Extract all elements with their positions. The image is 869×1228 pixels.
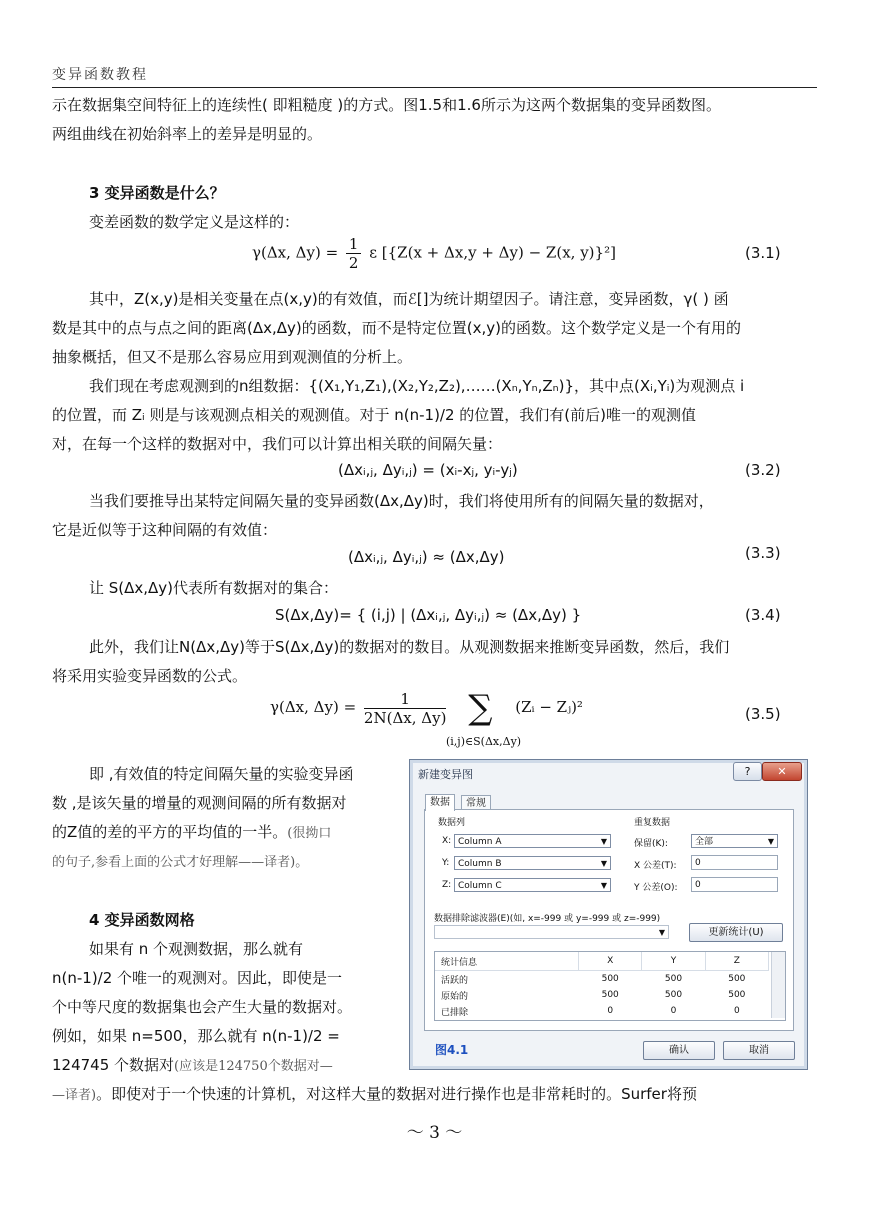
table-row <box>435 1003 769 1019</box>
keep-value: 全部 <box>695 837 714 847</box>
grid-line-2: n(n-1)/2 个唯一的观测对。因此，即使是一 <box>52 969 343 987</box>
stats-header-info: 统计信息 <box>435 952 579 971</box>
eq31-fraction <box>346 235 362 272</box>
chevron-down-icon: ▼ <box>767 837 774 846</box>
translator-note-2a: (应该是124750个数据对— <box>174 1059 333 1074</box>
page-number: ～ 3 ～ <box>406 1123 463 1143</box>
tab-data[interactable]: 数据 <box>425 794 455 811</box>
definition-intro: 变差函数的数学定义是这样的： <box>89 213 300 231</box>
statistics-table <box>434 951 786 1021</box>
experimental-line-3-text: 的Z值的差的平方的平均值的一半。 <box>52 823 288 841</box>
stats-cell: 500 <box>601 990 619 1000</box>
equation-3-2: (Δxᵢ,ⱼ, Δyᵢ,ⱼ) = (xᵢ-xⱼ, yᵢ-yⱼ) <box>338 461 518 479</box>
chevron-down-icon: ▼ <box>600 859 607 868</box>
infer-line-1: 当我们要推导出某特定间隔矢量的变异函数(Δx,Δy)时，我们将使用所有的间隔矢量的数据对， <box>89 492 714 510</box>
translator-note-2b: —译者) <box>52 1088 97 1103</box>
equation-3-1 <box>252 235 616 272</box>
y-column-value: Column B <box>458 859 502 869</box>
equation-number-3-3: (3.3) <box>745 544 781 562</box>
x-tolerance-label: X 公差(T): <box>634 861 677 871</box>
observation-line-3: 对，在每一个这样的数据对中，我们可以计算出相关联的间隔矢量： <box>52 435 503 453</box>
experimental-line-1: 即 ,有效值的特定间隔矢量的实验变异函 <box>89 765 354 783</box>
count-line-1: 此外，我们让N(Δx,Δy)等于S(Δx,Δy)的数据对的数目。从观测数据来推断变异函数，然后，我们 <box>89 638 730 656</box>
eq35-sum-subscript: (i,j)∈S(Δx,Δy) <box>446 735 522 748</box>
intro-line-1: 示在数据集空间特征上的连续性( 即粗糙度 )的方式。图1.5和1.6所示为这两个数据集的变异函数图。 <box>52 96 721 114</box>
cancel-button[interactable]: 取消 <box>723 1041 795 1060</box>
equation-number-3-1: (3.1) <box>745 244 781 262</box>
y-tolerance-input[interactable]: 0 <box>691 877 778 892</box>
section-4-heading: 4 变异函数网格 <box>89 911 195 929</box>
keep-select[interactable] <box>691 834 778 848</box>
eq35-denominator: 2N(Δx, Δy) <box>363 708 447 727</box>
eq35-numerator: 1 <box>364 690 447 709</box>
stats-cell: 500 <box>728 990 746 1000</box>
stats-cell: 500 <box>728 974 746 984</box>
stats-cell: 500 <box>664 990 683 1000</box>
stats-cell: 0 <box>733 1006 740 1016</box>
infer-line-2: 它是近似等于这种间隔的有效值： <box>52 521 278 539</box>
stats-cell: 活跃的 <box>441 975 469 986</box>
grid-line-5 <box>52 1054 333 1075</box>
x-column-label: X: <box>442 836 452 846</box>
grid-line-6-text: 。即使对于一个快速的计算机，对这样大量的数据对进行操作也是非常耗时的。Surfer将预 <box>96 1085 697 1103</box>
running-title: 变异函数教程 <box>52 67 148 83</box>
help-button[interactable]: ? <box>733 762 762 781</box>
grid-line-3: 个中等尺度的数据集也会产生大量的数据对。 <box>52 998 353 1016</box>
translator-note-1a: (很拗口 <box>287 826 332 841</box>
table-scrollbar[interactable] <box>771 952 785 1018</box>
x-column-value: Column A <box>458 837 502 847</box>
chevron-down-icon: ▼ <box>658 928 665 937</box>
exclusion-filter-input[interactable] <box>434 925 669 939</box>
section-3-heading: 3 变异函数是什么？ <box>89 184 225 202</box>
stats-cell: 0 <box>670 1006 677 1016</box>
figure-caption: 图4.1 <box>435 1043 469 1057</box>
chevron-down-icon: ▼ <box>600 837 607 846</box>
where-line-2: 数是其中的点与点之间的距离(Δx,Δy)的函数，而不是特定位置(x,y)的函数。这个数学定义是一个有用的 <box>52 319 741 337</box>
intro-line-2: 两组曲线在初始斜率上的差异是明显的。 <box>52 125 323 143</box>
eq35-lhs: γ(Δx, Δy) = <box>270 698 357 716</box>
z-column-label: Z: <box>442 880 452 890</box>
equation-number-3-2: (3.2) <box>745 461 781 479</box>
close-button[interactable]: ✕ <box>762 762 802 781</box>
stats-cell: 500 <box>601 974 619 984</box>
z-column-value: Column C <box>458 881 502 891</box>
eq31-rhs: ε [{Z(x + Δx,y + Δy) − Z(x, y)}²] <box>369 243 616 262</box>
grid-line-4: 例如，如果 n=500，那么就有 n(n-1)/2 = <box>52 1027 340 1045</box>
data-columns-label: 数据列 <box>438 818 466 828</box>
eq31-lhs: γ(Δx, Δy) = <box>252 243 339 262</box>
x-column-select[interactable] <box>454 834 611 848</box>
keep-label: 保留(K): <box>634 839 668 849</box>
chevron-down-icon: ▼ <box>600 881 607 890</box>
stats-header-z: Z <box>705 952 768 971</box>
y-column-label: Y: <box>442 858 450 868</box>
where-line-3: 抽象概括，但又不是那么容易应用到观测值的分析上。 <box>52 348 413 366</box>
equation-3-4: S(Δx,Δy)= { (i,j) | (Δxᵢ,ⱼ, Δyᵢ,ⱼ) ≈ (Δx,Δy) } <box>275 606 582 624</box>
stats-header-y: Y <box>642 952 705 971</box>
eq35-fraction <box>364 690 447 727</box>
grid-line-5-text: 124745 个数据对 <box>52 1056 175 1074</box>
eq35-summation: ∑ <box>468 688 493 728</box>
stats-header-x: X <box>579 952 642 971</box>
grid-line-6 <box>52 1083 697 1104</box>
let-line: 让 S(Δx,Δy)代表所有数据对的集合： <box>89 579 339 597</box>
z-column-select[interactable] <box>454 878 611 892</box>
y-tolerance-label: Y 公差(O): <box>634 883 678 893</box>
observation-line-2: 的位置，而 Zᵢ 则是与该观测点相关的观测值。对于 n(n-1)/2 的位置，我们有(前后)唯一的观测值 <box>52 406 697 424</box>
stats-cell: 0 <box>607 1006 614 1016</box>
new-variogram-dialog <box>409 759 808 1070</box>
update-statistics-button[interactable]: 更新统计(U) <box>689 923 783 942</box>
eq31-numerator: 1 <box>346 235 362 254</box>
equation-number-3-5: (3.5) <box>745 705 781 723</box>
exclusion-filter-label: 数据排除滤波器(E)(如, x=-999 或 y=-999 或 z=-999) <box>434 914 661 924</box>
x-tolerance-input[interactable]: 0 <box>691 855 778 870</box>
experimental-line-2: 数 ,是该矢量的增量的观测间隔的所有数据对 <box>52 794 347 812</box>
eq31-denominator: 2 <box>348 254 359 272</box>
stats-cell: 原始的 <box>441 991 469 1002</box>
equation-number-3-4: (3.4) <box>745 606 781 624</box>
duplicate-data-label: 重复数据 <box>634 818 671 828</box>
experimental-line-3 <box>52 821 331 842</box>
header-rule <box>52 87 817 88</box>
count-line-2: 将采用实验变异函数的公式。 <box>52 667 248 685</box>
equation-3-3: (Δxᵢ,ⱼ, Δyᵢ,ⱼ) ≈ (Δx,Δy) <box>348 548 505 566</box>
translator-note-1b: 的句子,参看上面的公式才好理解——译者)。 <box>52 855 309 870</box>
table-row <box>435 971 769 988</box>
ok-button[interactable]: 确认 <box>643 1041 715 1060</box>
tab-general[interactable]: 常规 <box>461 795 491 811</box>
stats-cell: 已排除 <box>441 1007 469 1018</box>
eq35-rhs: (Zᵢ − Zⱼ)² <box>515 698 583 716</box>
where-line-1: 其中，Z(x,y)是相关变量在点(x,y)的有效值，而ℰ[]为统计期望因子。请注意，变异函数，γ( ) 函 <box>89 290 729 308</box>
grid-line-1: 如果有 n 个观测数据，那么就有 <box>89 940 304 958</box>
y-column-select[interactable] <box>454 856 611 870</box>
observation-line-1: 我们现在考虑观测到的n组数据：{(X₁,Y₁,Z₁),(X₂,Y₂,Z₂),……(Xₙ,Yₙ,Zₙ)}，其中点(Xᵢ,Yᵢ)为观测点 i <box>89 377 745 395</box>
equation-3-5 <box>270 688 583 728</box>
table-row <box>435 987 769 1003</box>
stats-cell: 500 <box>664 974 683 984</box>
dialog-title: 新建变异图 <box>418 768 473 781</box>
